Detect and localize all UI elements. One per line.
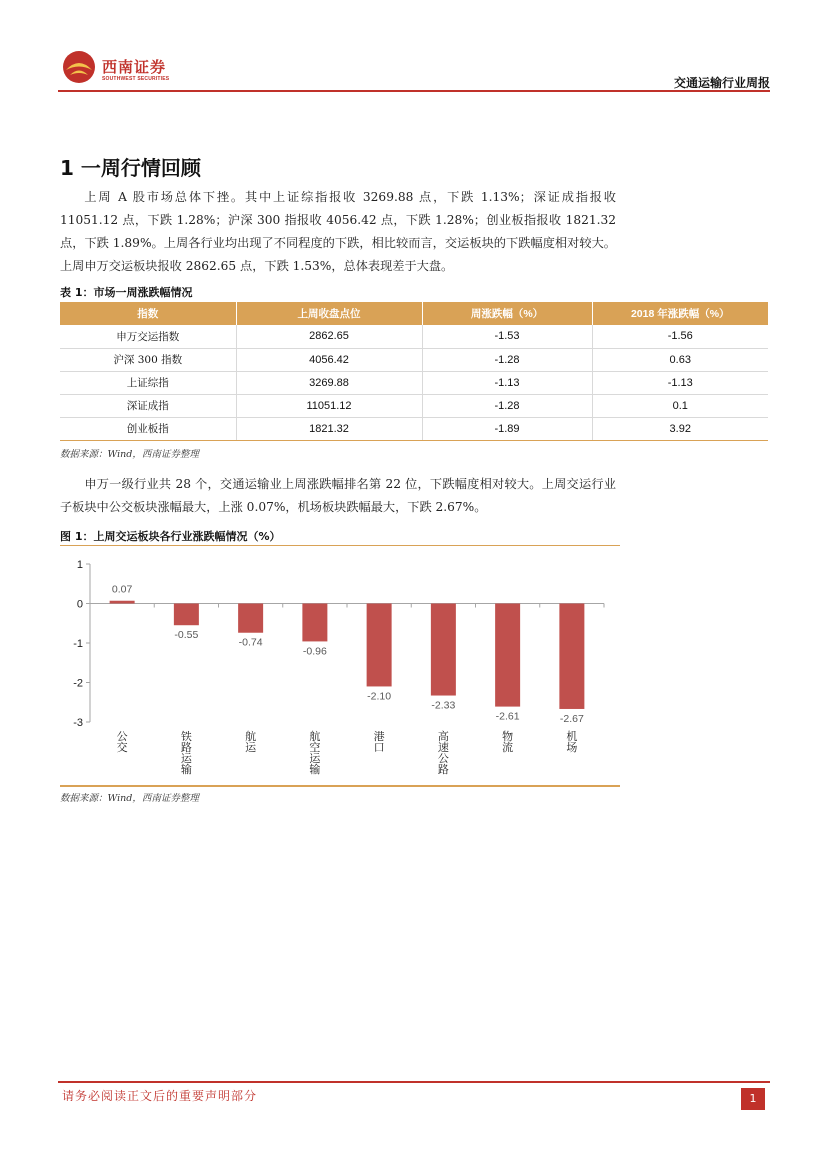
cell-weekly-change: -1.53 [422, 325, 592, 348]
cell-ytd-change: 0.63 [592, 348, 768, 371]
data-label: 0.07 [111, 583, 133, 596]
data-label: -2.33 [431, 699, 456, 712]
col-header-weekly-change: 周涨跌幅（%） [422, 302, 592, 325]
col-header-close: 上周收盘点位 [236, 302, 422, 325]
cell-ytd-change: -1.13 [592, 371, 768, 394]
sector-change-bar-chart [60, 548, 620, 784]
table-row [60, 417, 768, 440]
data-label: -2.67 [559, 712, 584, 725]
figure-top-rule [60, 545, 620, 546]
footer-divider [58, 1081, 770, 1083]
cell-weekly-change: -1.89 [422, 417, 592, 440]
y-tick-label: 1 [76, 559, 83, 571]
table-row [60, 325, 768, 348]
page-number: 1 [741, 1088, 765, 1110]
table-row [60, 394, 768, 417]
cell-index-name: 创业板指 [60, 417, 236, 440]
table-source-note: 数据来源：Wind，西南证券整理 [60, 449, 199, 460]
data-label: -0.55 [174, 629, 199, 642]
industry-ranking-paragraph: 申万一级行业共 28 个，交通运输业上周涨跌幅排名第 22 位，下跌幅度相对较大。上周交运行业子板块中公交板块涨幅最大，上涨 0.07%，机场板块跌幅最大，下跌 2.67%。 [60, 477, 616, 514]
bar-4 [367, 604, 392, 687]
cell-index-name: 上证综指 [60, 371, 236, 394]
table-row [60, 371, 768, 394]
table-caption: 表 1：市场一周涨跌幅情况 [60, 286, 193, 299]
cell-close: 4056.42 [236, 348, 422, 371]
cell-close: 1821.32 [236, 417, 422, 440]
bar-7 [559, 604, 584, 709]
y-tick-label: -1 [73, 638, 83, 650]
category-label: 机场 [566, 731, 578, 754]
category-label: 航空运输 [309, 731, 321, 776]
cell-close: 3269.88 [236, 371, 422, 394]
cell-index-name: 沪深 300 指数 [60, 348, 236, 371]
cell-weekly-change: -1.28 [422, 394, 592, 417]
logo-english-name: SOUTHWEST SECURITIES [102, 76, 170, 82]
bar-3 [302, 604, 327, 642]
data-label: -2.61 [495, 710, 520, 723]
category-label: 物流 [502, 731, 514, 754]
y-tick-label: -3 [73, 717, 83, 729]
cell-index-name: 申万交运指数 [60, 325, 236, 348]
table-header-row [60, 302, 768, 325]
cell-index-name: 深证成指 [60, 394, 236, 417]
bar-0 [110, 601, 135, 604]
data-label: -0.96 [302, 645, 327, 658]
cell-ytd-change: 0.1 [592, 394, 768, 417]
data-label: -0.74 [238, 636, 263, 649]
col-header-ytd-change: 2018 年涨跌幅（%） [592, 302, 768, 325]
brand-logo [62, 50, 202, 86]
cell-ytd-change: 3.92 [592, 417, 768, 440]
y-tick-label: 0 [76, 598, 83, 611]
category-label: 港口 [373, 731, 385, 754]
cell-close: 11051.12 [236, 394, 422, 417]
table-row [60, 348, 768, 371]
figure-source-note: 数据来源：Wind，西南证券整理 [60, 793, 199, 804]
cell-weekly-change: -1.28 [422, 348, 592, 371]
bar-6 [495, 604, 520, 707]
category-label: 公交 [116, 731, 128, 754]
category-label: 铁路运输 [180, 731, 192, 776]
y-tick-label: -2 [73, 677, 83, 690]
cell-close: 2862.65 [236, 325, 422, 348]
cell-weekly-change: -1.13 [422, 371, 592, 394]
logo-mark-icon [62, 50, 96, 84]
data-label: -2.10 [367, 690, 392, 703]
header-divider [58, 90, 770, 92]
page-header [58, 44, 770, 94]
category-label: 高速公路 [437, 731, 449, 776]
bar-1 [174, 604, 199, 626]
bar-2 [238, 604, 263, 633]
bar-5 [431, 604, 456, 696]
category-label: 航运 [245, 731, 257, 754]
figure-caption: 图 1：上周交运板块各行业涨跌幅情况（%） [60, 530, 281, 543]
figure-bottom-rule [60, 785, 620, 787]
section-title: 1 一周行情回顾 [60, 156, 201, 180]
col-header-index: 指数 [60, 302, 236, 325]
cell-ytd-change: -1.56 [592, 325, 768, 348]
report-title: 交通运输行业周报 [673, 76, 770, 90]
logo-chinese-name: 西南证券 [102, 58, 167, 76]
footer-notice: 请务必阅读正文后的重要声明部分 [62, 1089, 258, 1103]
market-review-paragraph: 上周 A 股市场总体下挫。其中上证综指报收 3269.88 点，下跌 1.13%；深证成指报收 11051.12 点，下跌 1.28%；沪深 300 指报收 4056.42 点，下跌 1.28%；创业板指报收 1821.32 点，下跌 1.89%。上周各行业均出现了不同程度的下跌，相比较而言，交运板块的下跌幅度相对较大。上周申万交运板块报收 2862.65 点，下跌 1.53%，总体表现差于大盘。 [60, 190, 616, 273]
market-performance-table [60, 302, 768, 441]
